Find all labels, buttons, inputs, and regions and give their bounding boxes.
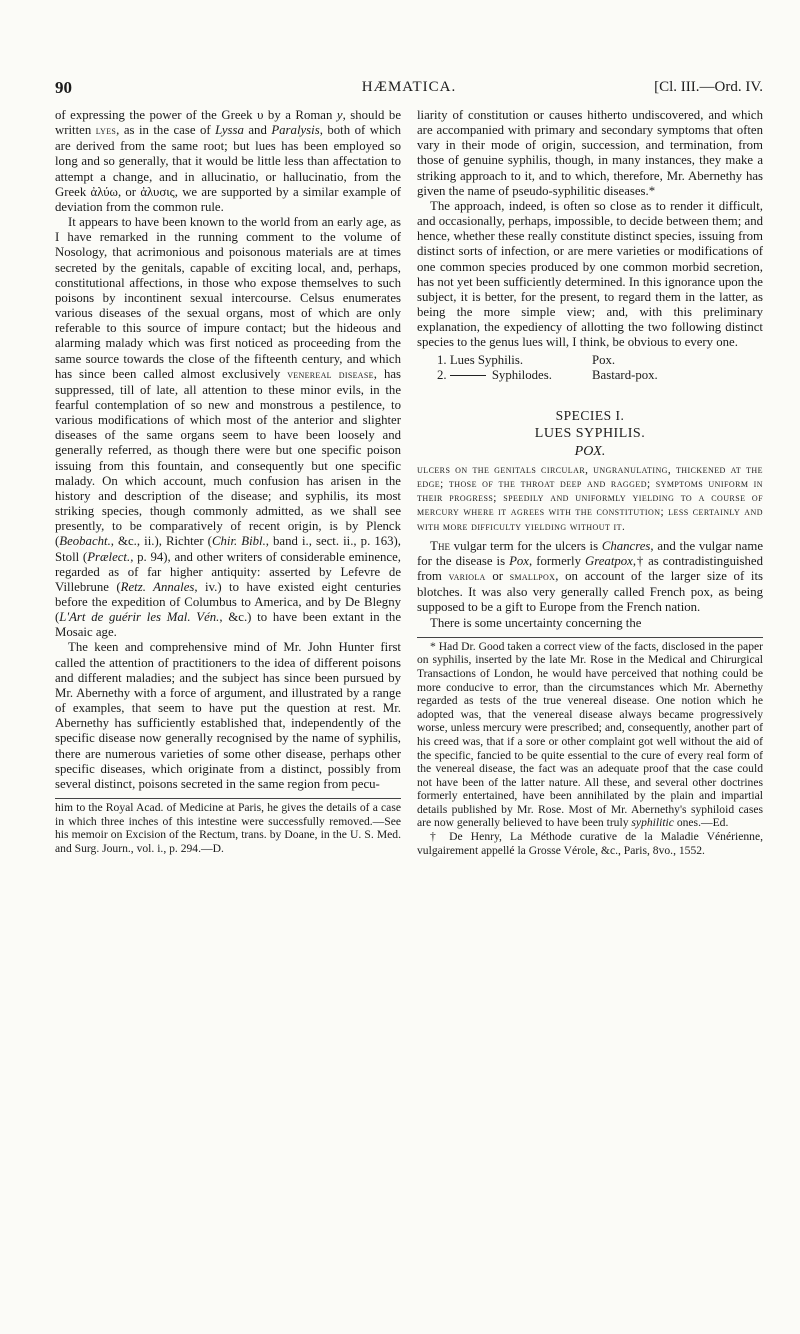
species-list-item: 1. Lues Syphilis. Pox. (437, 352, 616, 367)
running-title: HÆMATICA. (361, 79, 457, 95)
paragraph-vulgar-terms: The vulgar term for the ulcers is Chancres, and the vulgar name for the disease is Pox, formerly Greatpox,† as contradistinguished from variola or smallpox, on account of the larger size of its blotches. It was also very generally called French pox, as being supposed to be a gift to Europe from the French nation. (417, 537, 763, 615)
running-header (55, 78, 763, 100)
species-english-name: POX. (574, 443, 606, 459)
ditto-dash (450, 375, 486, 376)
footnote-continued: him to the Royal Acad. of Medicine at Paris, he gives the details of a case in which three inches of this intestine were successfully removed.—See his memoir on Excision of the Rectum, trans. by Doane, in the U. S. Med. and Surg. Journ., vol. i., p. 294.—D. (55, 801, 401, 855)
paragraph-uncertainty: There is some uncertainty concerning the (430, 615, 642, 630)
species-diagnosis: ulcers on the genitals circular, ungranulating, thickened at the edge; those of the throat deep and ragged; symptoms uniform in their progress; speedily and uniformly yielding to a course of mercury where it agrees with the constitution; less certainly and with more difficulty yielding without it. (417, 463, 763, 533)
paragraph-history: It appears to have been known to the world from an early age, as I have remarked in the running comment to the volume of Nosology, that acrimonious and poisonous materials are at times secreted by the genitals, capable of exciting local, and, perhaps, constitutional affections, in those who expose themselves to such poisons by incontinent sexual intercourse. Celsus enumerates various diseases of the sexual organs, most of which are only referable to this source of impure contact; but the hideous and alarming malady which was first noticed as proceeding from the same source towards the close of the fifteenth century, and which has since been called almost exclusively venereal disease, has suppressed, till of late, all attention to these minor evils, in the fearful contemplation of so new and monstrous a pestilence, to various modifications of which most of the anterior and slighter diseases of the same organs seem to have been loosely and generally referred, as though there were but one specific poison issuing from this fountain, and consequently but one specific malady. On which account, much confusion has arisen in the history and description of the disease; and syphilis, its most striking species, though commonly admitted, as we shall see presently, to be comparatively of recent origin, is by Plenck (Beobacht., &c., ii.), Richter (Chir. Bibl., band i., sect. ii., p. 163), Stoll (Prælect., p. 94), and other writers of considerable eminence, regarded as of far higher antiquity: asserted by Lefevre de Villebrune (Retz. Annales, iv.) to have existed eight centuries before the expedition of Columbus to America, and by De Blegny (L'Art de guérir les Mal. Vén., &c.) to have been extant in the Mosaic age. (55, 215, 402, 640)
footnote-de-henry: † De Henry, La Méthode curative de la Maladie Vénérienne, vulgairement appellé la Grosse Vérole, &c., Paris, 8vo., 1552. (417, 830, 763, 857)
right-column (417, 108, 763, 857)
paragraph-approach: The approach, indeed, is often so close as to render it difficult, and occasionally, perhaps, impossible, to decide between them; and hence, whether these really constitute distinct species, issuing from distinct sorts of infection, or are mere varieties or modifications of one common species produced by one common morbid secretion, has not yet been sufficiently determined. In this ignorance upon the subject, it is better, for the present, to regard them in the latter, as being the more simple view; and, with this preliminary explanation, the expediency of allotting the two following distinct species to the genus lues will, I think, be obvious to every one. (417, 198, 763, 350)
paragraph-lues-orthography: of expressing the power of the Greek υ by a Roman y, should be written lyes, as in the case of Lyssa and Paralysis, both of which are derived from the same root; but lues has been employed so long and so generally, that it would be little less than affectation to attempt a change, and in allucinatio, or hallucinatio, from the Greek ἀλύω, or ἀλυσις, we are supported by a similar example of deviation from the common rule. (55, 108, 402, 214)
footnote-rule (417, 637, 763, 638)
page-number: 90 (55, 78, 72, 97)
footnotes (417, 640, 763, 858)
species-list-item: 2. Syphilodes. Bastard-pox. (437, 367, 658, 382)
species-list (437, 353, 763, 383)
paragraph-pseudo-syphilitic: liarity of constitution or causes hitherto undiscovered, and which are accompanied with primary and secondary symptoms that often vary in their mode of origin, succession, and termination, from those of genuine syphilis, though, in many instances, they make a striking approach to it, and to which, therefore, Mr. Abernethy has given the name of pseudo-syphilitic diseases.* (417, 108, 763, 198)
footnote-editor: * Had Dr. Good taken a correct view of the facts, disclosed in the paper on syphilis, inserted by the late Mr. Rose in the Medical and Chirurgical Transactions of London, he would have perceived that nothing could be more conducive to error, than the circumstances which Mr. Abernethy regarded as tests of the true venereal disease. One notion which he adopted was, that the venereal disease always became progressively worse, unless mercury were prescribed; and, consequently, another part of his creed was, that if a sore or other complaint got well without the aid of the specific, fancied to be quite essential to the cure of every real form of the venereal disease, the fact was an adequate proof that the case could not have been of the latter nature. All these, and several other doctrines formerly entertained, have been annihilated by the plain and impartial details published by Mr. Rose. Most of Mr. Abernethy's syphiloid cases are now generally believed to have been truly syphilitic ones.—Ed. (417, 639, 763, 830)
paragraph-hunter-abernethy: The keen and comprehensive mind of Mr. John Hunter first called the attention of practitioners to the idea of different poisons and different maladies; and the subject has since been pursued by Mr. Abernethy with a force of argument, and illustrated by a range of examples, that seem to have put the question at rest. Mr. Abernethy has sufficiently established that, independently of the specific disease now generally recognised by the name of syphilis, there are numerous varieties of some other disease, perhaps other specific diseases, which originate from a distinct, possibly from several distinct, poisons secreted in the same region from pecu- (55, 640, 401, 791)
footnote-rule (55, 798, 401, 799)
section-label: [Cl. III.—Ord. IV. (654, 79, 763, 95)
species-name: LUES SYPHILIS. (534, 425, 646, 441)
left-column (55, 108, 401, 855)
species-heading: SPECIES I. (555, 407, 625, 423)
